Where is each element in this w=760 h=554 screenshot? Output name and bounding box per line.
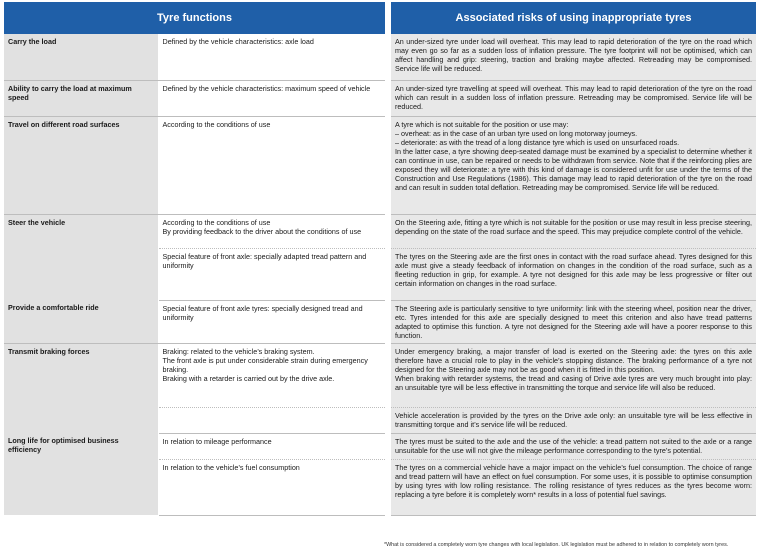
condition-line: By providing feedback to the driver about the conditions of use — [162, 226, 362, 236]
function-long-life: Long life for optimised business efficiency — [4, 433, 158, 515]
risk-text: In the latter case, a tyre showing deep-seated damage must be examined by a specialist to determine whether it can continue in use, can be repaired or needs to be withdrawn from service. Note that if the reinforcing plies are exposed they will deteriorate: a tyre with this kind of damage is considered unfit for use under the terms of the Construction and Use Regulations (1986). This damage may lead to rapid deterioration of the tyre on the road and can result in sudden total deflation. Retreading may be compromised. Service life will be reduced. — [395, 146, 753, 192]
risk-cell: The tyres must be suited to the axle and the use of the vehicle: a tread pattern not suited to the axle or a range unsuitable for the use will not give the mileage performance corresponding to the tyre’s potential. — [388, 433, 756, 459]
risk-bullet: – deteriorate: as with the tread of a long distance tyre which is used on unsurfaced roads. — [395, 137, 680, 147]
function-road-surfaces: Travel on different road surfaces — [4, 116, 158, 214]
risk-cell — [388, 116, 756, 214]
condition-cell: Special feature of front axle tyres: specially designed tread and uniformity — [158, 300, 388, 343]
table-row — [4, 433, 756, 459]
risk-cell: On the Steering axle, fitting a tyre which is not suitable for the position or use may result in less precise steering, depending on the state of the road surface and the speed. This may prejudice complete control of the vehicle. — [388, 214, 756, 248]
header-tyre-functions: Tyre functions — [4, 2, 388, 34]
condition-line: The front axle is put under considerable strain during emergency braking. — [162, 355, 368, 374]
risk-cell: An under-sized tyre under load will overheat. This may lead to rapid deterioration of the tyre on the road which may even go so far as a sudden loss of inflation pressure. The tyre footprint will not be optimised, which can affect handling and grip: steering, traction and braking maybe affected. Retreading may be compromised. Service life will be reduced. — [388, 34, 756, 80]
condition-cell — [158, 214, 388, 248]
condition-cell: Special feature of front axle: specially adapted tread pattern and uniformity — [158, 248, 388, 300]
condition-cell: According to the conditions of use — [158, 116, 388, 214]
risk-text: Under emergency braking, a major transfer of load is exerted on the Steering axle: the tyres on this axle therefore have a crucial role to play in the vehicle’s stopping distance. The braking performance of a tyre not designed for the Steering axle may not be as good when it is fitted in this position. — [395, 346, 753, 374]
table-row — [4, 34, 756, 80]
table-header — [4, 2, 756, 34]
risk-cell — [388, 343, 756, 407]
condition-line: Braking: related to the vehicle’s braking system. — [162, 346, 315, 356]
table-row — [4, 116, 756, 214]
risk-cell: The tyres on the Steering axle are the first ones in contact with the road surface ahead. Tyres designed for this axle must give a steady feedback of information on changes in the condition of the road surface, such as a fleeting reduction in grip, for example. A tyre not designed for this axle may be less progressive or filter out certain information on changes in the road surface. — [388, 248, 756, 300]
risk-bullet: – overheat: as in the case of an urban tyre used on long motorway journeys. — [395, 128, 638, 138]
condition-line: Braking with a retarder is carried out by the drive axle. — [162, 373, 335, 383]
tyre-functions-table — [4, 2, 756, 516]
condition-cell: Defined by the vehicle characteristics: axle load — [158, 34, 388, 80]
function-max-speed: Ability to carry the load at maximum speed — [4, 80, 158, 116]
table-row — [4, 300, 756, 343]
condition-cell: Defined by the vehicle characteristics: maximum speed of vehicle — [158, 80, 388, 116]
risk-intro: A tyre which is not suitable for the position or use may: — [395, 119, 569, 129]
function-carry-load: Carry the load — [4, 34, 158, 80]
function-comfortable-ride: Provide a comfortable ride — [4, 300, 158, 343]
condition-cell — [158, 343, 388, 407]
condition-cell: In relation to mileage performance — [158, 433, 388, 459]
risk-cell: Vehicle acceleration is provided by the tyres on the Drive axle only: an unsuitable tyre will be less effective in transmitting torque and it’s service life will be reduced. — [388, 407, 756, 433]
risk-cell: The tyres on a commercial vehicle have a major impact on the vehicle’s fuel consumption. The choice of range and tread pattern will have an effect on fuel consumption. For some uses, it is possible to optimise consumption by using tyres with low rolling resistance. The rolling resistance of tyres reduces as the tyres become worn: replacing a tyre before it is completely worn* results in a loss of potential fuel savings. — [388, 459, 756, 515]
condition-cell — [158, 407, 388, 433]
condition-line: According to the conditions of use — [162, 217, 271, 227]
header-associated-risks: Associated risks of using inappropriate tyres — [388, 2, 756, 34]
table-row — [4, 343, 756, 407]
table-row — [4, 80, 756, 116]
function-steer-vehicle: Steer the vehicle — [4, 214, 158, 300]
function-braking-forces: Transmit braking forces — [4, 343, 158, 433]
risk-text: When braking with retarder systems, the tread and casing of Drive axle tyres are very much brought into play: an unsuitable tyre will be less effective in transmitting the torque and service life will also be reduced. — [395, 373, 753, 392]
risk-cell: The Steering axle is particularly sensitive to tyre uniformity: link with the steering wheel, position near the driver, etc. Tyres intended for this axle are specially designed to meet this criterion and also have tread patterns adapted to optimise this function. A tyre not designed for the Steering axle will have a poorer response to this function. — [388, 300, 756, 343]
table-row — [4, 214, 756, 248]
risk-cell: An under-sized tyre travelling at speed will overheat. This may lead to rapid deterioration of the tyre on the road which can result in a sudden loss of inflation pressure. Retreading may be compromised. Service life will be reduced. — [388, 80, 756, 116]
condition-cell: In relation to the vehicle’s fuel consumption — [158, 459, 388, 515]
footnote: *What is considered a completely worn tyre changes with local legislation. UK legislation must be adhered to in relation to completely worn tyres. — [384, 542, 729, 548]
